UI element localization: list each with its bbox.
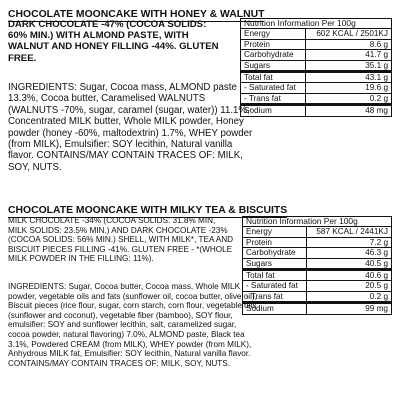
nutrition-header: Nutrition Information Per 100g <box>241 19 392 29</box>
nutrition-label: Sugars <box>243 258 307 269</box>
nutrition-value: 20.5 g <box>306 281 391 291</box>
product-description: MILK CHOCOLATE -34% (COCOA SOLIDS: 31.8% MIN, MILK SOLIDS: 23.5% MIN.) AND DARK CHOCOLATE -23% (COCOA SOLIDS: 56% MIN.) SHELL, WITH MILK*, TEA AND BISCUIT PIECES FILLING -41%. GLUTEN FREE - *(WHOLE MILK POWDER IN THE FILLING: 11%). <box>8 216 234 264</box>
nutrition-label: Sugars <box>241 60 306 71</box>
nutrition-value: 40.5 g <box>306 258 391 269</box>
nutrition-label: Carbohydrate <box>243 248 307 258</box>
nutrition-value: 48 mg <box>305 105 391 116</box>
nutrition-label: Protein <box>241 39 306 49</box>
nutrition-label: Sodium <box>241 105 306 116</box>
nutrition-value: 0.2 g <box>305 93 391 104</box>
nutrition-value: 43.1 g <box>305 72 391 83</box>
nutrition-value: 0.2 g <box>306 291 391 302</box>
nutrition-label: - Trans fat <box>243 291 307 302</box>
nutrition-label: Total fat <box>243 270 307 281</box>
nutrition-label: Sodium <box>243 303 307 314</box>
nutrition-value: 8.6 g <box>305 39 391 49</box>
nutrition-value: 99 mg <box>306 303 391 314</box>
product-section-honey-walnut <box>8 4 394 173</box>
product-title: CHOCOLATE MOONCAKE WITH HONEY & WALNUT <box>8 9 265 20</box>
product-description: DARK CHOCOLATE -47% (COCOA SOLIDS: 60% MIN.) WITH ALMOND PASTE, WITH WALNUT AND HONEY FILLING -44%. GLUTEN FREE. <box>8 19 219 64</box>
nutrition-value: 41.7 g <box>305 50 391 60</box>
nutrition-value: 19.6 g <box>305 83 391 93</box>
nutrition-label: Carbohydrate <box>241 50 306 60</box>
nutrition-label: Total fat <box>241 72 306 83</box>
product-section-milky-tea <box>8 200 394 368</box>
product-title: CHOCOLATE MOONCAKE WITH MILKY TEA & BISCUITS <box>8 205 288 216</box>
ingredients-text: INGREDIENTS: Sugar, Cocoa mass, ALMOND paste 13.3%, Cocoa butter, Caramelised WALNUTS (WALNUTS -70%, sugar, caramel (sugar, water)) 11.1%, Concentrated MILK butter, Whole MILK powder, Honey powder (honey -60%, maltodextrin) 1.7%, WHEY powder (from MILK), Emulsifier: SOY lecithin, Natural vanilla flavor. CONTAINS/MAY CONTAIN TRACES OF: MILK, SOY, NUTS. <box>8 82 253 173</box>
nutrition-value: 35.1 g <box>305 60 391 71</box>
nutrition-value: 587 KCAL / 2441KJ <box>306 227 391 237</box>
nutrition-value: 40.6 g <box>306 270 391 281</box>
nutrition-value: 7.2 g <box>306 237 391 247</box>
nutrition-label: Protein <box>243 237 307 247</box>
nutrition-header: Nutrition Information Per 100g <box>243 217 392 227</box>
nutrition-table <box>242 216 392 315</box>
nutrition-value: 602 KCAL / 2501KJ <box>305 29 391 39</box>
ingredients-text: INGREDIENTS: Sugar, Cocoa butter, Cocoa mass, Whole MILK powder, vegetable oils and fats (sunflower oil, cocoa butter, olive oil), Biscuit pieces (rice flour, sugar, corn starch, corn flour, vegetable oils (sunflower and coconut), vegetable fiber (bamboo), SOY flour, emulsifier: SOY and sunflower lecithin, salt, caramelized sugar, cocoa powder, natural flavoring) 7.0%, ALMOND paste, Black tea 3.1%, Powdered CREAM (from MILK), WHEY powder (from MILK), Anhydrous MILK fat, Emulsifier: SOY lecithin, Natural vanilla flavor. CONTAINS/MAY CONTAIN TRACES OF: MILK, SOY, NUTS. <box>8 282 257 368</box>
nutrition-label: Energy <box>241 29 306 39</box>
nutrition-value: 46.3 g <box>306 248 391 258</box>
nutrition-table <box>240 18 392 117</box>
nutrition-label: - Saturated fat <box>241 83 306 93</box>
nutrition-label: Energy <box>243 227 307 237</box>
nutrition-label: - Trans fat <box>241 93 306 104</box>
nutrition-label: - Saturated fat <box>243 281 307 291</box>
